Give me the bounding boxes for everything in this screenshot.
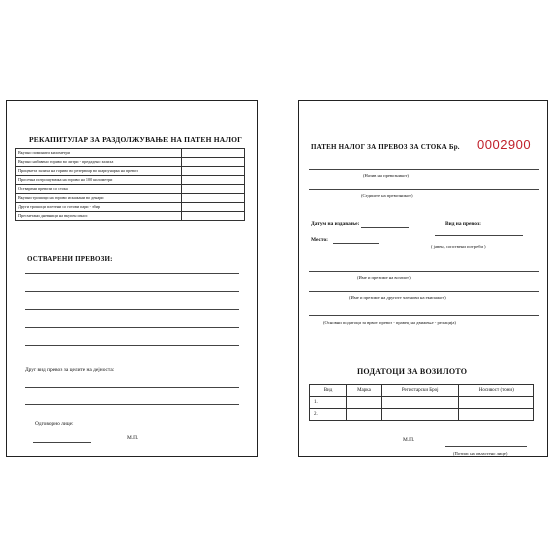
order-number: 0002900 [477, 137, 532, 152]
transport-type-caption: ( јавен, сопствени потреби ) [431, 244, 486, 249]
realized-line[interactable] [25, 291, 239, 292]
vehicle-cell[interactable] [459, 397, 534, 409]
recap-row-label: Вкупно поминати километри [16, 149, 182, 158]
stamp-label: М.П. [127, 435, 139, 441]
route-line[interactable] [309, 315, 539, 316]
realized-line[interactable] [25, 345, 239, 346]
vehicle-cell[interactable] [381, 397, 459, 409]
vehicle-heading: ПОДАТОЦИ ЗА ВОЗИЛОТО [357, 367, 468, 376]
recap-row [16, 194, 245, 203]
authorized-signature-line[interactable] [445, 446, 527, 447]
other-transport-line[interactable] [25, 387, 239, 388]
carrier-seat-caption: (Седиште на превозникот) [361, 193, 413, 198]
vehicle-row-number[interactable]: 2. [310, 409, 347, 421]
recap-row-value[interactable] [182, 158, 245, 167]
vehicle-cell[interactable] [347, 409, 382, 421]
recap-row [16, 158, 245, 167]
recap-row-value[interactable] [182, 176, 245, 185]
recap-row [16, 176, 245, 185]
transport-type-label: Вид на превоз: [445, 221, 481, 227]
driver-caption: (Име и презиме на возачот) [357, 275, 411, 280]
other-transport-line[interactable] [25, 404, 239, 405]
recap-row [16, 212, 245, 221]
travel-order-page [298, 100, 548, 457]
recap-row [16, 149, 245, 158]
recap-row-value[interactable] [182, 167, 245, 176]
recap-row-label: Пресметани дневници на вкупен износ [16, 212, 182, 221]
recap-row [16, 203, 245, 212]
vehicle-cell[interactable] [459, 409, 534, 421]
recap-title: РЕКАПИТУЛАР ЗА РАЗДОЛЖУВАЊЕ НА ПАТЕН НАЛОГ [29, 135, 243, 144]
recap-row-label: Вкупни трошоци на гориво искажани во денари [16, 194, 182, 203]
realized-line[interactable] [25, 309, 239, 310]
stamp-label: М.П. [403, 437, 415, 443]
crew-line[interactable] [309, 291, 539, 292]
place-line[interactable] [333, 243, 379, 244]
carrier-seat-line[interactable] [309, 189, 539, 190]
vehicle-table [309, 384, 534, 421]
recap-row-value[interactable] [182, 149, 245, 158]
recap-row-value[interactable] [182, 203, 245, 212]
carrier-name-line[interactable] [309, 169, 539, 170]
vehicle-col-capacity: Носивост (тони) [459, 385, 534, 397]
driver-line[interactable] [309, 271, 539, 272]
recap-row-label: Други трошоци плетени со готови пари - збир [16, 203, 182, 212]
signature-caption: (Потпис на овластено лице) [453, 451, 508, 456]
crew-caption: (Име и презиме на другите членови на екипажот) [349, 295, 446, 300]
vehicle-cell[interactable] [347, 397, 382, 409]
recap-row-label: Остварени превози со стока [16, 185, 182, 194]
vehicle-col-registration: Регистарски Број [381, 385, 459, 397]
place-label: Место: [311, 237, 328, 243]
responsible-person-label: Одговорно лице: [35, 421, 74, 427]
recap-row-value[interactable] [182, 185, 245, 194]
transport-type-line[interactable] [435, 235, 523, 236]
recap-row-label: Вкупно набавено гориво во литри - предадено залиха [16, 158, 182, 167]
other-transport-label: Друг вид превоз за целите на дејноста: [25, 367, 115, 373]
vehicle-row-number[interactable]: 1. [310, 397, 347, 409]
responsible-signature-line[interactable] [33, 442, 91, 443]
recap-table [15, 148, 245, 221]
recap-row-value[interactable] [182, 194, 245, 203]
recap-row-label: Проценета залиха на гориво во резервоар во шарпунарка на превоз [16, 167, 182, 176]
issue-date-line[interactable] [361, 227, 409, 228]
realized-transports-heading: ОСТВАРЕНИ ПРЕВОЗИ: [27, 255, 113, 263]
route-caption: (Основни податоци за врвот превоз - правец на движење - релација) [323, 320, 456, 325]
recap-form-page [6, 100, 258, 457]
vehicle-col-brand: Марка [347, 385, 382, 397]
recap-row [16, 185, 245, 194]
vehicle-col-type: Вид [310, 385, 347, 397]
recap-row [16, 167, 245, 176]
carrier-name-caption: (Назив на превозникот) [363, 173, 409, 178]
order-title: ПАТЕН НАЛОГ ЗА ПРЕВОЗ ЗА СТОКА Бр. [311, 143, 460, 151]
recap-row-label: Просечна потрошувачка на гориво на 100 километри [16, 176, 182, 185]
realized-line[interactable] [25, 273, 239, 274]
realized-line[interactable] [25, 327, 239, 328]
recap-row-value[interactable] [182, 212, 245, 221]
issue-date-label: Датум на издавање: [311, 221, 360, 227]
vehicle-cell[interactable] [381, 409, 459, 421]
